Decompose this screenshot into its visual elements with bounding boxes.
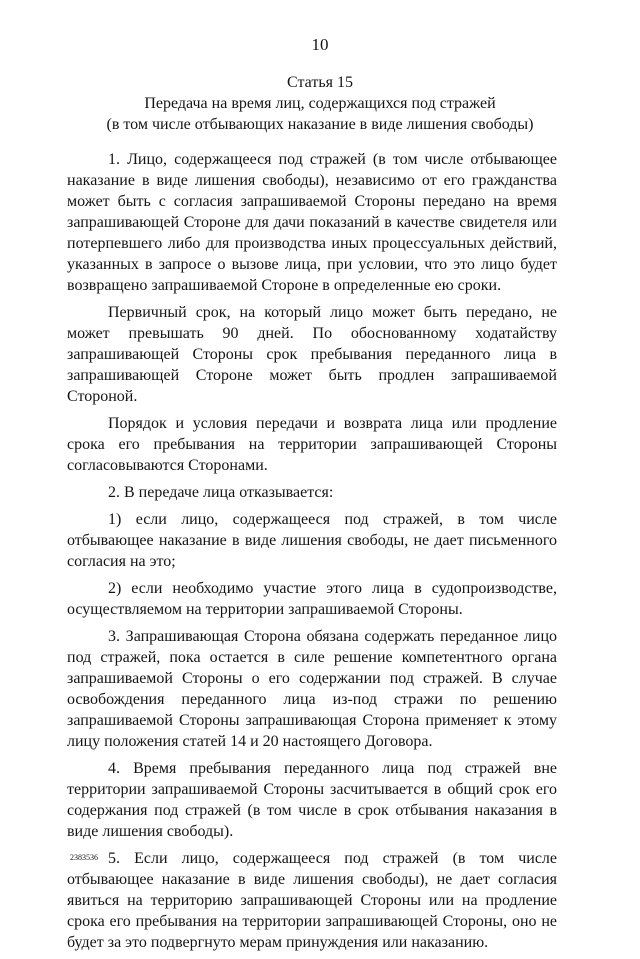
paragraph-5: 1) если лицо, содержащееся под стражей, в том числе отбывающее наказание в виде лишения свободы, не дает письменного согласия на это; (67, 511, 557, 570)
article-number: Статья 15 (287, 74, 353, 91)
paragraph-8: 4. Время пребывания переданного лица под стражей вне территории запрашиваемой Стороны засчитывается в общий срок его содержания под стражей (в том числе в срок отбывания наказания в виде лишения свободы). (67, 760, 557, 840)
paragraph-9: 5. Если лицо, содержащееся под стражей (в том числе отбывающее наказание в виде лишения свободы), не дает согласия явиться на территорию запрашивающей Стороны или на продление срока его пребывания на территории запрашивающей Стороны, оно не будет за это подвергнуто мерам принуждения или наказанию. (67, 850, 557, 951)
article-subtitle: (в том числе отбывающих наказание в виде лишения свободы) (106, 116, 534, 133)
document-code: 2383536 (70, 853, 98, 862)
paragraph-3: Порядок и условия передачи и возврата лица или продление срока его пребывания на территории запрашивающей Стороны согласовываются Сторонами. (67, 415, 557, 474)
article-body (67, 149, 557, 959)
article-title: Передача на время лиц, содержащихся под стражей (144, 95, 496, 112)
paragraph-6: 2) если необходимо участие этого лица в судопроизводстве, осуществляемом на территории запрашиваемой Стороны. (67, 580, 557, 618)
paragraph-7: 3. Запрашивающая Сторона обязана содержать переданное лицо под стражей, пока остается в силе решение компетентного органа запрашиваемой Стороны о его содержании под стражей. В случае освобождения переданного лица из-под стражи по решению запрашиваемой Стороны запрашивающая Сторона применяет к этому лицу положения статей 14 и 20 настоящего Договора. (67, 628, 557, 750)
paragraph-2: Первичный срок, на который лицо может быть передано, не может превышать 90 дней. По обоснованному ходатайству запрашивающей Стороны срок пребывания переданного лица в запрашивающей Стороне может быть продлен запрашиваемой Стороной. (67, 304, 557, 405)
paragraph-4: 2. В передаче лица отказывается: (108, 484, 334, 501)
paragraph-1: 1. Лицо, содержащееся под стражей (в том числе отбывающее наказание в виде лишения свободы), независимо от его гражданства может быть с согласия запрашиваемой Стороны передано на время запрашивающей Стороне для дачи показаний в качестве свидетеля или потерпевшего либо для производства иных процессуальных действий, указанных в запросе о вызове лица, при условии, что это лицо будет возвращено запрашиваемой Стороне в определенные ею сроки. (67, 151, 557, 294)
article-header (60, 72, 580, 135)
page-number: 10 (311, 35, 329, 54)
